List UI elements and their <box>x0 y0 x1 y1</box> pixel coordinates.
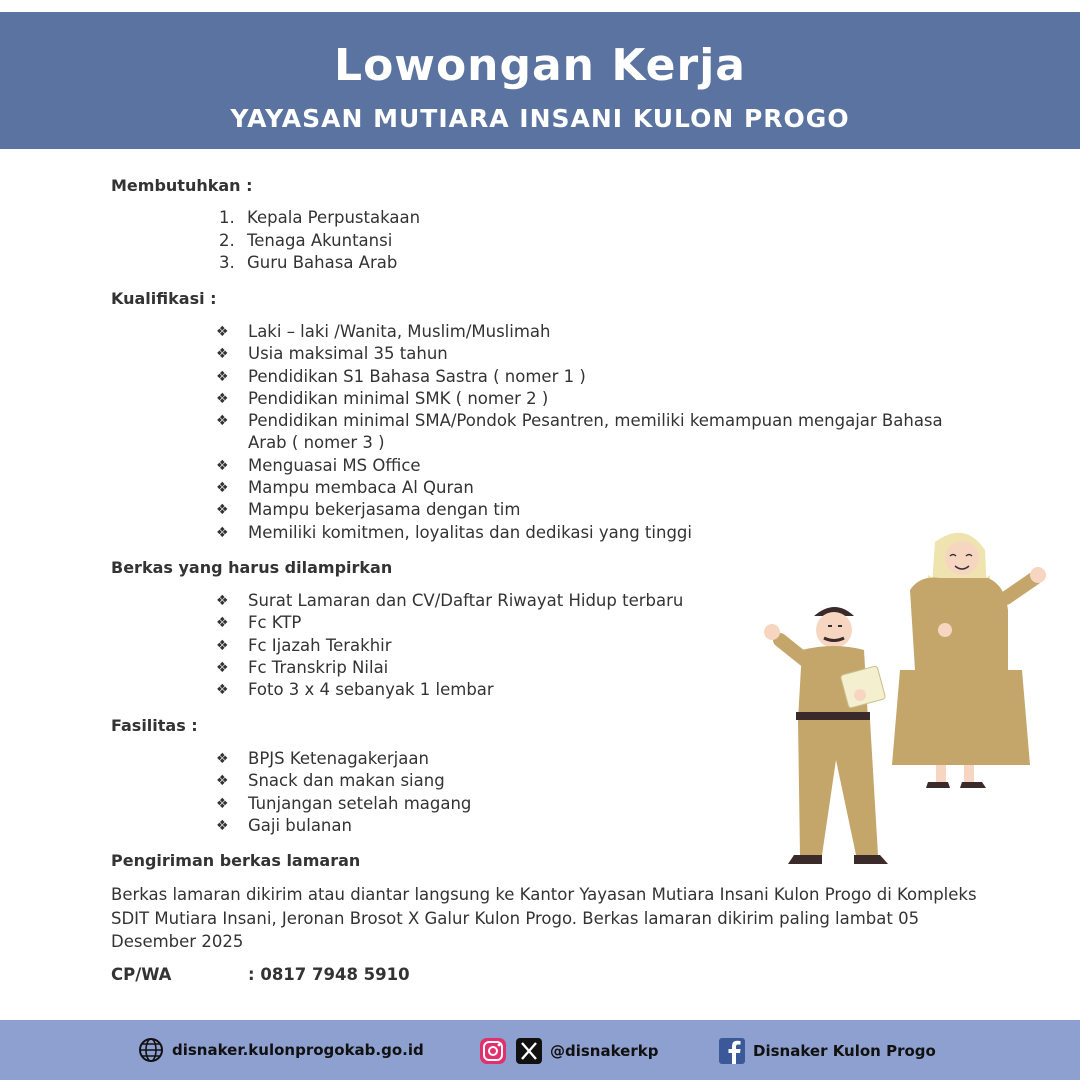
diamond-bullet-icon: ❖ <box>216 593 229 609</box>
section-title-pengiriman: Pengiriman berkas lamaran <box>111 851 361 870</box>
facebook-icon <box>717 1037 747 1065</box>
diamond-bullet-icon: ❖ <box>216 795 229 812</box>
diamond-bullet-icon: ❖ <box>216 773 229 790</box>
list-item: ❖ Usia maksimal 35 tahun <box>216 343 986 365</box>
list-item: 2. Tenaga Akuntansi <box>219 230 393 250</box>
section-title-membutuhkan: Membutuhkan : <box>111 176 253 195</box>
list-item: 3. Guru Bahasa Arab <box>219 253 398 272</box>
social-handle-link[interactable]: @disnakerkp <box>478 1037 658 1065</box>
list-item: ❖ Foto 3 x 4 sebanyak 1 lembar <box>216 679 736 701</box>
woman-figure <box>892 533 1046 788</box>
list-item: ❖ BPJS Ketenagakerjaan <box>216 748 736 770</box>
diamond-bullet-icon: ❖ <box>216 346 229 363</box>
diamond-bullet-icon: ❖ <box>216 615 229 632</box>
list-item: ❖ Menguasai MS Office <box>216 455 986 477</box>
instagram-icon <box>478 1037 508 1065</box>
diamond-bullet-icon: ❖ <box>216 751 229 767</box>
diamond-bullet-icon: ❖ <box>216 682 229 699</box>
civil-servants-illustration <box>750 520 1060 880</box>
page-title: Lowongan Kerja <box>334 40 746 91</box>
facilities-list <box>216 748 736 837</box>
list-item: ❖ Mampu membaca Al Quran <box>216 477 986 499</box>
diamond-bullet-icon: ❖ <box>216 368 229 385</box>
contact-label: CP/WA <box>111 965 172 984</box>
diamond-bullet-icon: ❖ <box>216 502 229 519</box>
list-item: ❖ Fc KTP <box>216 612 736 634</box>
list-item: ❖ Laki – laki /Wanita, Muslim/Muslimah <box>216 321 986 343</box>
diamond-bullet-icon: ❖ <box>216 457 229 474</box>
qualifications-list <box>216 321 986 544</box>
section-title-berkas: Berkas yang harus dilampirkan <box>111 558 393 577</box>
organization-name: YAYASAN MUTIARA INSANI KULON PROGO <box>230 104 850 133</box>
list-item: 1. Kepala Perpustakaan <box>219 208 421 227</box>
section-title-fasilitas: Fasilitas : <box>111 716 198 735</box>
diamond-bullet-icon: ❖ <box>216 817 229 834</box>
man-figure <box>764 607 888 864</box>
list-item: ❖ Tunjangan setelah magang <box>216 793 736 815</box>
diamond-bullet-icon: ❖ <box>216 324 229 340</box>
contact-line <box>111 965 410 984</box>
submission-paragraph: Berkas lamaran dikirim atau diantar langsung ke Kantor Yayasan Mutiara Insani Kulon Progo di Kompleks SDIT Mutiara Insani, Jeronan Brosot X Galur Kulon Progo. Berkas lamaran dikirim paling lambat 05 Desember 2025 <box>111 885 977 951</box>
documents-list <box>216 590 736 701</box>
diamond-bullet-icon: ❖ <box>216 480 229 497</box>
footer-bar <box>0 1020 1080 1080</box>
globe-icon <box>136 1037 166 1063</box>
list-item: ❖ Surat Lamaran dan CV/Daftar Riwayat Hidup terbaru <box>216 590 736 612</box>
facebook-link[interactable]: Disnaker Kulon Progo <box>717 1037 936 1065</box>
diamond-bullet-icon: ❖ <box>216 637 229 654</box>
list-item: ❖ Memiliki komitmen, loyalitas dan dedikasi yang tinggi <box>216 522 986 544</box>
x-twitter-icon <box>514 1037 544 1065</box>
list-item: ❖ Fc Transkrip Nilai <box>216 657 736 679</box>
list-item: ❖ Pendidikan minimal SMA/Pondok Pesantren, memiliki kemampuan mengajar Bahasa Arab ( nomer 3 ) <box>216 410 986 455</box>
diamond-bullet-icon: ❖ <box>216 659 229 676</box>
list-item: ❖ Mampu bekerjasama dengan tim <box>216 499 986 521</box>
list-item: ❖ Fc Ijazah Terakhir <box>216 635 736 657</box>
diamond-bullet-icon: ❖ <box>216 390 229 407</box>
list-item: ❖ Snack dan makan siang <box>216 770 736 792</box>
needed-positions-list <box>219 207 420 275</box>
list-item: ❖ Pendidikan minimal SMK ( nomer 2 ) <box>216 388 986 410</box>
contact-number: : 0817 7948 5910 <box>248 965 410 984</box>
diamond-bullet-icon: ❖ <box>216 413 229 430</box>
list-item: ❖ Gaji bulanan <box>216 815 736 837</box>
list-item: ❖ Pendidikan S1 Bahasa Sastra ( nomer 1 ) <box>216 366 986 388</box>
website-link[interactable]: disnaker.kulonprogokab.go.id <box>136 1037 424 1063</box>
section-title-kualifikasi: Kualifikasi : <box>111 289 217 308</box>
diamond-bullet-icon: ❖ <box>216 524 229 541</box>
